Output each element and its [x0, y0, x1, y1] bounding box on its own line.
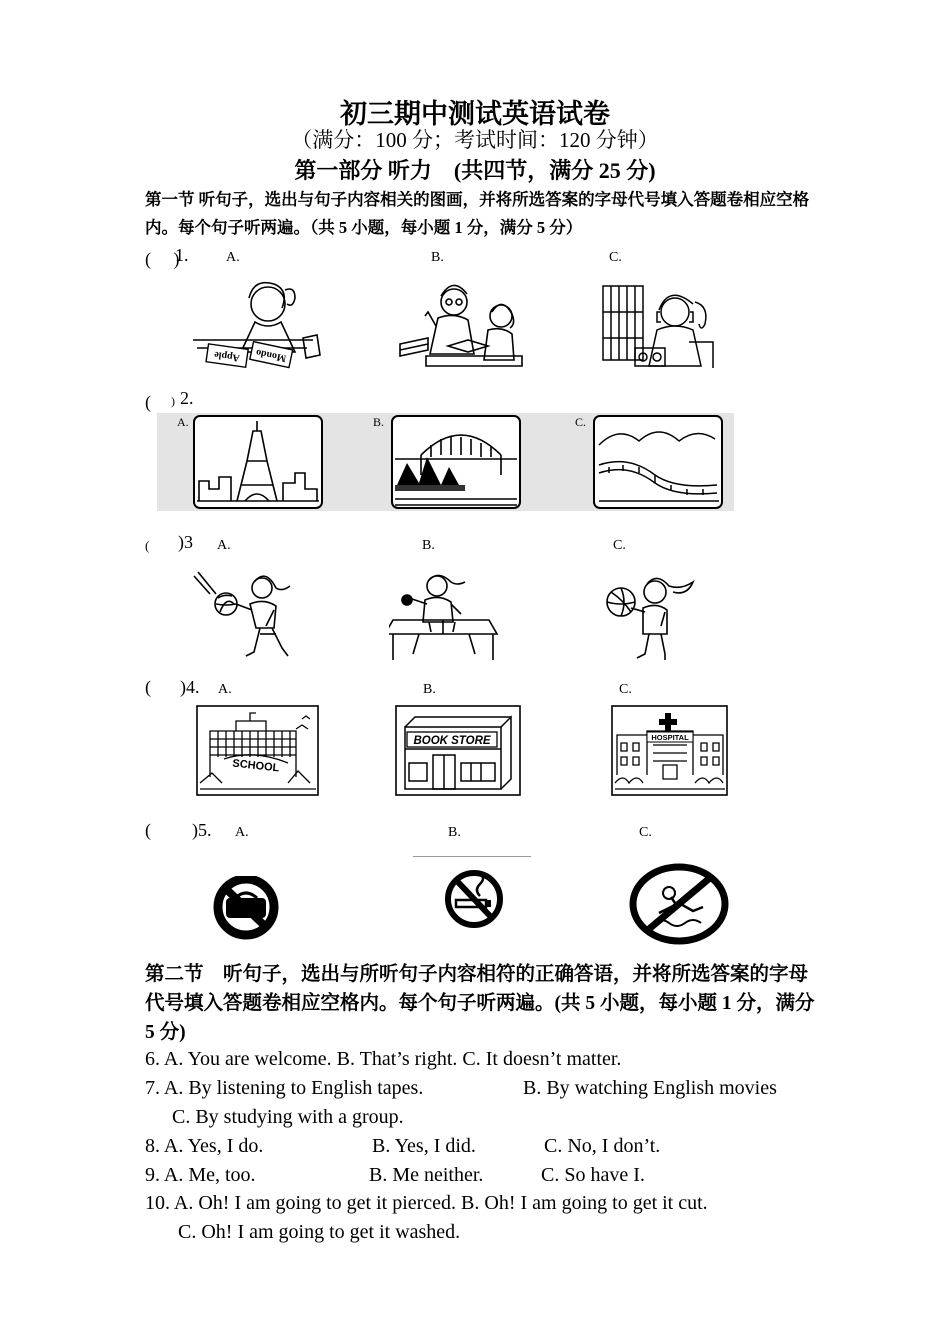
answer-paren: (	[145, 538, 150, 553]
option-b-label: B.	[422, 538, 435, 553]
question-10-option-c: C. Oh! I am going to get it washed.	[178, 1221, 461, 1243]
option-a-label: A.	[177, 415, 189, 429]
great-wall-image	[593, 415, 723, 509]
option-c-label: C.	[613, 538, 626, 553]
teacher-and-student-reading-image	[396, 282, 524, 374]
question-7-option-c: C. By studying with a group.	[172, 1106, 404, 1128]
eiffel-tower-image	[193, 415, 323, 509]
option-a-label: A.	[235, 825, 249, 840]
question-number: 2.	[180, 388, 194, 408]
part-title: 第一部分 听力 (共四节，满分 25 分)	[294, 158, 656, 183]
exam-title: 初三期中测试英语试卷	[340, 99, 610, 129]
question-7-option-b: B. By watching English movies	[523, 1077, 777, 1099]
no-swimming-sign-icon	[629, 863, 729, 945]
option-b-label: B.	[431, 250, 444, 265]
question-8-option-b: B. Yes, I did.	[372, 1135, 476, 1157]
no-smoking-sign-icon	[444, 866, 504, 932]
hospital-sign-text: HOSPITAL	[651, 733, 689, 742]
question-9-option-c: C. So have I.	[541, 1164, 645, 1186]
question-8-option-c: C. No, I don’t.	[544, 1135, 661, 1157]
girl-playing-volleyball-image	[190, 570, 300, 662]
question-10-options-ab: 10. A. Oh! I am going to get it pierced. B. Oh! I am going to get it cut.	[145, 1192, 708, 1214]
girl-writing-labels-image	[193, 278, 323, 372]
option-a-label: A.	[226, 250, 240, 265]
section1-instructions: 第一节 听句子，选出与句子内容相关的图画，并将所选答案的字母代号填入答题卷相应空格内。每个句子听两遍。（共 5 小题，每小题 1 分，满分 5 分）	[145, 190, 810, 237]
answer-paren: (	[145, 820, 151, 840]
option-b-label: B.	[423, 682, 436, 697]
girl-listening-headphones-image	[599, 282, 717, 374]
option-a-label: A.	[217, 538, 231, 553]
option-c-label: C.	[609, 250, 622, 265]
question-9-option-b: B. Me neither.	[369, 1164, 484, 1186]
question-7-option-a: 7. A. By listening to English tapes.	[145, 1077, 424, 1099]
option-c-label: C.	[575, 415, 587, 429]
apple-card-label: Apple	[213, 348, 241, 364]
exam-subtitle: （满分：100 分；考试时间：120 分钟）	[291, 128, 659, 152]
girl-playing-table-tennis-image	[389, 572, 499, 664]
school-building-image	[196, 705, 320, 797]
divider-line	[413, 856, 531, 857]
question-number: )4.	[180, 677, 200, 697]
option-b-label: B.	[373, 415, 385, 429]
sydney-opera-house-image	[391, 415, 521, 509]
answer-paren: ( )	[145, 249, 180, 269]
answer-paren: (	[145, 677, 151, 697]
question-8-option-a: 8. A. Yes, I do.	[145, 1135, 264, 1157]
question-number: 1.	[175, 245, 189, 265]
option-c-label: C.	[639, 825, 652, 840]
answer-paren: (	[145, 392, 169, 412]
section2-instructions: 第二节 听句子，选出与所听句子内容相符的正确答语，并将所选答案的字母代号填入答题卷相应空格内。每个句子听两遍。(共 5 小题，每小题 1 分，满分 5 分)	[145, 964, 815, 1043]
book-store-sign-text: BOOK STORE	[413, 735, 491, 747]
answer-paren-close: )	[171, 394, 175, 408]
question-6: 6. A. You are welcome. B. That’s right. C. It doesn’t matter.	[145, 1048, 622, 1070]
question-number: )5.	[192, 820, 212, 840]
no-radio-sign-icon	[211, 876, 281, 946]
girl-playing-basketball-image	[603, 572, 703, 664]
landmarks-strip	[157, 413, 734, 511]
hospital-building-image	[611, 705, 728, 797]
book-store-image	[395, 705, 521, 797]
option-b-label: B.	[448, 825, 461, 840]
question-number: )3	[178, 532, 193, 552]
school-sign-text: SCHOOL	[231, 757, 280, 775]
question-9-option-a: 9. A. Me, too.	[145, 1164, 256, 1186]
option-c-label: C.	[619, 682, 632, 697]
option-a-label: A.	[218, 682, 232, 697]
mondo-card-label: Mondo	[255, 346, 288, 364]
